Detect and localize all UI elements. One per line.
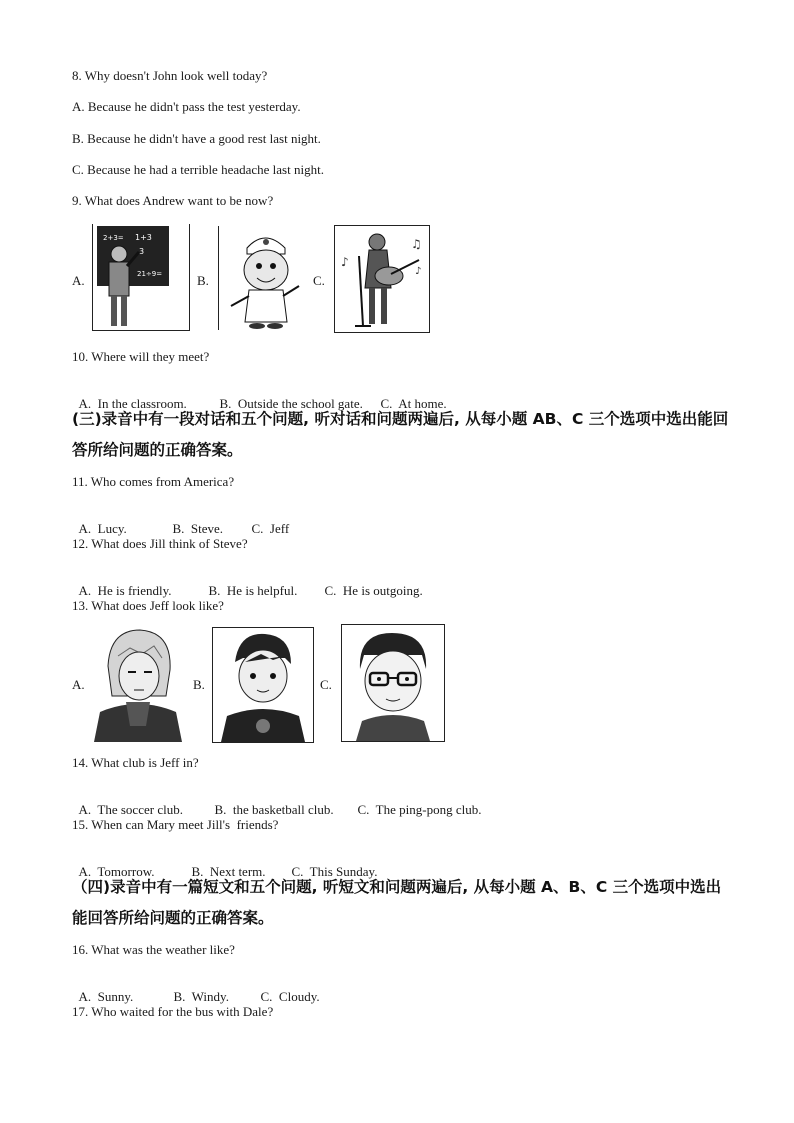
board-text-3: 3: [139, 247, 145, 256]
question-12: 12. What does Jill think of Steve?: [72, 536, 248, 551]
option-a: A. In the classroom.: [78, 396, 187, 411]
question-16-options: [72, 973, 320, 1005]
picture-label-a: A.: [72, 677, 85, 692]
option-b: B. Next term.: [191, 864, 266, 879]
question-15: 15. When can Mary meet Jill's friends?: [72, 817, 279, 832]
picture-label-b: B.: [197, 273, 209, 288]
board-text-4: 21÷9=: [137, 270, 163, 278]
board-text-2: 1+3: [135, 233, 152, 242]
option-a: A. The soccer club.: [78, 802, 183, 817]
question-16: 16. What was the weather like?: [72, 942, 235, 957]
question-14: 14. What club is Jeff in?: [72, 755, 199, 770]
option-a: A. Sunny.: [78, 989, 134, 1004]
long-hair-boy-picture: [90, 626, 186, 742]
question-13-pictures: [72, 624, 452, 744]
option-b: B. Windy.: [173, 989, 229, 1004]
question-8: 8. Why doesn't John look well today?: [72, 68, 268, 83]
question-11-options: [72, 505, 289, 537]
question-14-options: [72, 786, 481, 818]
svg-text:♪: ♪: [415, 266, 422, 277]
option-c: C. At home.: [380, 396, 447, 411]
option-b: B. Outside the school gate.: [219, 396, 363, 411]
doctor-picture: [218, 226, 313, 330]
picture-label-c: C.: [313, 273, 325, 288]
question-12-options: [72, 567, 423, 599]
singer-picture: [334, 225, 430, 333]
question-13: 13. What does Jeff look like?: [72, 598, 224, 613]
glasses-boy-picture: [341, 624, 445, 742]
picture-label-c: C.: [320, 677, 332, 692]
question-9: 9. What does Andrew want to be now?: [72, 193, 274, 208]
teacher-picture: [92, 224, 190, 331]
short-hair-boy-picture: [212, 627, 314, 743]
option-a: A. He is friendly.: [78, 583, 172, 598]
question-8-option-a: A. Because he didn't pass the test yesterday.: [72, 99, 301, 114]
question-9-pictures: [72, 222, 452, 342]
option-a: A. Tomorrow.: [78, 864, 155, 879]
option-b: B. Steve.: [172, 521, 224, 536]
section-3-heading: (三)录音中有一段对话和五个问题, 听对话和问题两遍后, 从每小题 AB、C 三个选项中选出能回答所给问题的正确答案。: [72, 410, 729, 459]
question-8-option-c: C. Because he had a terrible headache last night.: [72, 162, 324, 177]
option-c: C. This Sunday.: [291, 864, 378, 879]
option-b: B. He is helpful.: [208, 583, 298, 598]
question-10: 10. Where will they meet?: [72, 349, 210, 364]
picture-label-a: A.: [72, 273, 85, 288]
section-4-heading: （四)录音中有一篇短文和五个问题, 听短文和问题两遍后, 从每小题 A、B、C 三个选项中选出能回答所给问题的正确答案。: [72, 878, 722, 927]
question-17: 17. Who waited for the bus with Dale?: [72, 1004, 274, 1019]
question-8-option-b: B. Because he didn't have a good rest last night.: [72, 131, 321, 146]
option-c: C. He is outgoing.: [324, 583, 423, 598]
picture-label-b: B.: [193, 677, 205, 692]
svg-text:♫: ♫: [411, 237, 422, 251]
option-c: C. Jeff: [251, 521, 290, 536]
option-c: C. The ping-pong club.: [357, 802, 482, 817]
option-b: B. the basketball club.: [214, 802, 334, 817]
board-text-1: 2+3=: [103, 234, 124, 242]
option-c: C. Cloudy.: [260, 989, 320, 1004]
question-11: 11. Who comes from America?: [72, 474, 235, 489]
svg-text:♪: ♪: [341, 255, 349, 269]
option-a: A. Lucy.: [78, 521, 127, 536]
